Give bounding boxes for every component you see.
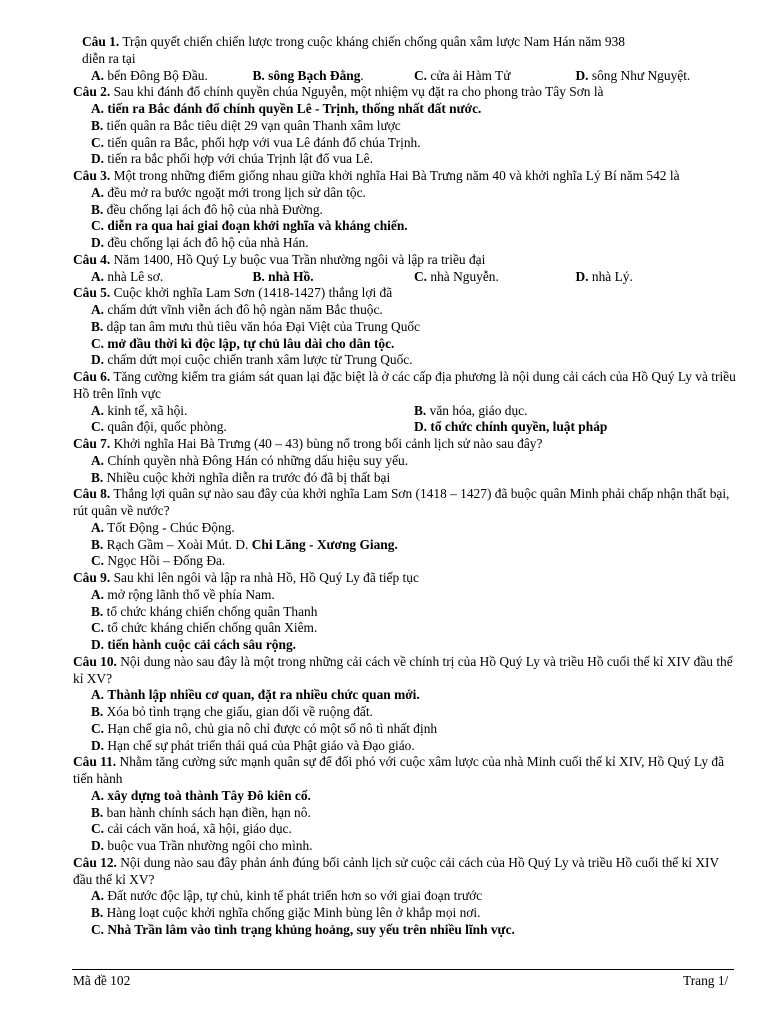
answer-b (73, 319, 737, 336)
answer-d (414, 419, 737, 436)
answer-text: tiến hành cuộc cải cách sâu rộng. (107, 637, 296, 652)
answer-letter: C. (91, 335, 105, 351)
answer-letter: D. (91, 235, 105, 250)
answer-letter: D. (91, 838, 105, 853)
answer-a (91, 269, 253, 286)
answer-b (73, 704, 737, 721)
question-label: Câu 10. (73, 653, 117, 669)
question-label: Câu 5. (73, 285, 111, 301)
question-label: Câu 3. (73, 168, 111, 183)
question-label: Câu 6. (73, 369, 111, 384)
answer-letter: C. (414, 268, 428, 284)
answer-text: nhà Hồ. (268, 268, 314, 284)
answer-text: Nhà Trần lâm vào tình trạng khủng hoảng, suy yếu trên nhiều lĩnh vực. (107, 921, 515, 937)
answer-text: Hạn chế gia nô, chủ gia nô chỉ được có một số nô tì nhất định (107, 720, 438, 736)
answer-text: sông Bạch Đằng (268, 67, 361, 83)
answer-letter: A. (91, 67, 105, 83)
answer-text: đều chống lại ách đô hộ của nhà Đường. (106, 201, 323, 217)
answer-letter: B. (91, 804, 104, 820)
answer-text: tổ chức kháng chiến chống quân Thanh (106, 603, 318, 619)
answer-a (91, 403, 414, 420)
answer-text: văn hóa, giáo dục. (429, 402, 528, 418)
answer-b (73, 118, 737, 135)
answer-c (73, 721, 737, 738)
question-text: Sau khi lên ngôi và lập ra nhà Hồ, Hồ Quý Ly đã tiếp tục (113, 570, 419, 585)
question-label: Câu 7. (73, 436, 111, 451)
question-4 (73, 252, 737, 286)
answer-text: Rạch Gầm – Xoài Mút. (106, 536, 232, 552)
answer-letter: A. (91, 687, 105, 703)
answer-text: buộc vua Trần nhường ngôi cho mình. (107, 838, 313, 853)
answer-text: tiến quân ra Bắc tiêu diệt 29 vạn quân Thanh xâm lược (106, 117, 401, 133)
question-text (73, 34, 737, 51)
answer-letter: A. (91, 302, 105, 317)
answer-text: tiến quân ra Bắc, phối hợp với vua Lê đánh đổ chúa Trịnh. (107, 134, 421, 150)
question-7 (73, 436, 737, 486)
answer-d (73, 738, 737, 755)
page-number: Trang 1/ (683, 973, 729, 988)
answer-text: ban hành chính sách hạn điền, hạn nô. (106, 804, 311, 820)
answer-a (73, 185, 737, 202)
answer-letter: C. (91, 821, 105, 837)
question-text: Sau khi đánh đổ chính quyền chúa Nguyễn, một nhiệm vụ đặt ra cho phong trào Tây Sơn là (113, 84, 604, 100)
question-1 (73, 34, 737, 84)
question-text: Năm 1400, Hồ Quý Ly buộc vua Trần nhường ngôi và lập ra triều đại (113, 251, 486, 267)
answer-d (73, 637, 737, 654)
question-label: Câu 8. (73, 486, 111, 502)
question-text: Một trong những điểm giống nhau giữa khởi nghĩa Hai Bà Trưng năm 40 và khởi nghĩa Lý Bí năm 542 là (113, 168, 680, 183)
answer-letter: A. (91, 268, 105, 284)
answer-a (91, 68, 253, 85)
answer-text: đều mở ra bước ngoặt mới trong lịch sử dân tộc. (107, 184, 366, 200)
answer-text: sông Như Nguyệt. (591, 67, 691, 83)
question-text: Thắng lợi quân sự nào sau đây của khởi nghĩa Lam Sơn (1418 – 1427) đã buộc quân Minh phải chấp nhận thất bại, rút quân về nước? (73, 486, 730, 518)
answer-text: đều chống lại ách đô hộ của nhà Hán. (107, 235, 309, 250)
answer-text: Nhiều cuộc khởi nghĩa diễn ra trước đó đã bị thất bại (106, 469, 391, 485)
answer-text: cải cách văn hoá, xã hội, giáo dục. (107, 821, 292, 837)
question-label: Câu 2. (73, 84, 111, 100)
answer-d (73, 235, 737, 252)
answer-b: B. sông Bạch Đằng. (252, 67, 364, 83)
question-11 (73, 754, 737, 855)
answer-letter: C. (91, 921, 105, 937)
answer-text: Ngọc Hồi – Đống Đa. (107, 553, 226, 569)
question-2 (73, 84, 737, 168)
question-10 (73, 654, 737, 755)
answer-letter: A. (91, 402, 105, 418)
answer-text: nhà Lê sơ. (107, 268, 164, 284)
answer-letter: D. (91, 151, 105, 167)
question-5 (73, 285, 737, 369)
answer-text: chấm dứt vĩnh viễn ách đô hộ ngàn năm Bắc thuộc. (107, 302, 383, 317)
answer-text: tổ chức kháng chiến chống quân Xiêm. (107, 620, 318, 636)
answer-text: Đất nước độc lập, tự chủ, kinh tế phát triển hơn so với giai đoạn trước (107, 888, 483, 904)
answer-letter: D. (235, 536, 249, 552)
answer-text: xây dựng toà thành Tây Đô kiên cố. (107, 787, 311, 803)
answer-text: nhà Nguyễn. (430, 268, 499, 284)
answer-c (73, 553, 737, 570)
answer-a (73, 101, 737, 118)
answer-a (73, 788, 737, 805)
answer-letter: B. (91, 318, 104, 334)
answer-letter: A. (91, 452, 105, 468)
answer-letter: B. (91, 201, 104, 217)
answer-d (73, 352, 737, 369)
answer-c (73, 218, 737, 235)
answer-text: tiến ra Bắc đánh đổ chính quyền Lê - Trịnh, thống nhất đất nước. (107, 101, 482, 116)
answer-letter: D. (414, 419, 428, 435)
answer-a (73, 302, 737, 319)
answer-letter: B. (91, 469, 104, 485)
answer-b (73, 604, 737, 621)
answer-text: quân đội, quốc phòng. (107, 419, 227, 435)
question-text-cont (73, 51, 737, 68)
exam-code: Mã đề 102 (73, 973, 131, 988)
question-text: Nhằm tăng cường sức mạnh quân sự để đối phó với cuộc xâm lược của nhà Minh cuối thế kỉ XIV, Hồ Quý Ly đã tiến hành (73, 754, 725, 786)
answer-b (414, 403, 737, 420)
answer-c (414, 68, 576, 85)
answer-text: bến Đông Bộ Đầu. (107, 67, 208, 83)
answer-row (73, 403, 737, 420)
answer-letter: C. (91, 218, 105, 234)
question-text: Cuộc khởi nghĩa Lam Sơn (1418-1427) thắng lợi đã (113, 285, 393, 301)
answer-a (73, 520, 737, 537)
answer-letter: C. (91, 553, 105, 569)
answer-letter: C. (91, 419, 105, 435)
answer-letter: B. (252, 67, 265, 83)
answer-letter: C. (414, 67, 428, 83)
answer-row (73, 269, 737, 286)
answer-text: Hàng loạt cuộc khởi nghĩa chống giặc Minh bùng lên ở khắp mọi nơi. (106, 905, 481, 920)
answer-letter: C. (91, 620, 105, 636)
answer-d (576, 68, 738, 85)
question-8 (73, 486, 737, 570)
answer-c (91, 419, 414, 436)
answer-b-d (73, 537, 737, 554)
answer-b (73, 805, 737, 822)
answer-c (73, 620, 737, 637)
answer-letter: B. (252, 268, 265, 284)
question-label: Câu 12. (73, 854, 117, 870)
answer-text: cửa ải Hàm Tử (430, 67, 511, 83)
question-text: Nội dung nào sau đây là một trong những cải cách về chính trị của Hồ Quý Ly và triều Hồ cuối thế kỉ XIV đầu thế kỉ XV? (73, 653, 733, 686)
answer-text: Thành lập nhiều cơ quan, đặt ra nhiều chức quan mới. (107, 687, 420, 703)
answer-a (73, 687, 737, 704)
question-6 (73, 369, 737, 436)
answer-text: Tốt Động - Chúc Động. (107, 519, 235, 535)
question-text: Tăng cường kiểm tra giám sát quan lại đặc biệt là ở các cấp địa phương là nội dung cải cách của Hồ Quý Ly và triều Hồ trên lĩnh vực (73, 369, 736, 401)
answer-a (73, 453, 737, 470)
answer-d (73, 151, 737, 168)
answer-letter: D. (575, 268, 589, 284)
answer-a (73, 888, 737, 905)
answer-letter: B. (91, 603, 104, 619)
answer-b (73, 470, 737, 487)
answer-letter: B. (91, 536, 104, 552)
question-list (73, 34, 737, 939)
answer-d (73, 838, 737, 855)
answer-b (73, 202, 737, 219)
question-label: Câu 4. (73, 251, 111, 267)
question-label: Câu 1. (82, 34, 120, 49)
question-label: Câu 11. (73, 754, 117, 770)
answer-b (73, 905, 737, 922)
answer-letter: B. (91, 704, 104, 719)
answer-text: tổ chức chính quyền, luật pháp (430, 419, 608, 435)
answer-text: diễn ra qua hai giai đoạn khởi nghĩa và kháng chiến. (107, 218, 408, 234)
answer-letter: A. (91, 586, 105, 602)
answer-text: Xóa bỏ tình trạng che giấu, gian dối về ruộng đất. (106, 704, 373, 719)
answer-c (73, 922, 737, 939)
question-3 (73, 168, 737, 252)
answer-letter: A. (91, 888, 105, 904)
answer-c (73, 336, 737, 353)
answer-letter: D. (91, 352, 105, 368)
question-9 (73, 570, 737, 654)
answer-a (73, 587, 737, 604)
footer-divider (72, 969, 734, 970)
answer-row (73, 419, 737, 436)
question-1-stem-line2: diễn ra tại (82, 50, 136, 66)
answer-text: Hạn chế sự phát triển thái quá của Phật giáo và Đạo giáo. (107, 737, 415, 753)
answer-letter: A. (91, 787, 105, 803)
answer-letter: B. (91, 117, 104, 133)
answer-text: mở đầu thời kì độc lập, tự chủ lâu dài cho dân tộc. (107, 335, 395, 351)
answer-text: chấm dứt mọi cuộc chiến tranh xâm lược từ Trung Quốc. (107, 352, 413, 368)
answer-letter: D. (91, 637, 105, 652)
answer-letter: A. (91, 184, 105, 200)
answer-text: dập tan âm mưu thủ tiêu văn hóa Đại Việt của Trung Quốc (106, 318, 421, 334)
answer-text: kinh tế, xã hội. (107, 402, 188, 418)
answer-text: Chính quyền nhà Đông Hán có những dấu hiệu suy yếu. (107, 452, 409, 468)
answer-letter: B. (414, 402, 427, 418)
question-text: Khởi nghĩa Hai Bà Trưng (40 – 43) bùng nổ trong bối cảnh lịch sử nào sau đây? (113, 436, 543, 451)
question-text: Nội dung nào sau đây phản ánh đúng bối cảnh lịch sử cuộc cải cách của Hồ Quý Ly và triều Hồ cuối thế kỉ XIV đầu thế kỉ XV? (73, 854, 719, 887)
answer-letter: D. (575, 67, 589, 83)
answer-letter: D. (91, 737, 105, 753)
question-label: Câu 9. (73, 570, 111, 585)
answer-d (576, 269, 738, 286)
answer-c (414, 269, 576, 286)
answer-text: mở rộng lãnh thổ về phía Nam. (107, 586, 275, 602)
answer-c (73, 135, 737, 152)
answer-c (73, 821, 737, 838)
answer-letter: A. (91, 519, 105, 535)
answer-letter: A. (91, 101, 105, 116)
question-12 (73, 855, 737, 939)
answer-text: tiến ra bắc phối hợp với chúa Trịnh lật đổ vua Lê. (107, 151, 373, 167)
answer-text: nhà Lý. (591, 268, 633, 284)
answer-row (73, 68, 737, 85)
answer-letter: B. (91, 905, 104, 920)
answer-text: Chi Lăng - Xương Giang. (251, 536, 398, 552)
question-1-stem-line1: Trận quyết chiến chiến lược trong cuộc kháng chiến chống quân xâm lược Nam Hán năm 938 (122, 34, 625, 49)
answer-letter: C. (91, 720, 105, 736)
answer-letter: C. (91, 134, 105, 150)
answer-b (253, 269, 415, 286)
